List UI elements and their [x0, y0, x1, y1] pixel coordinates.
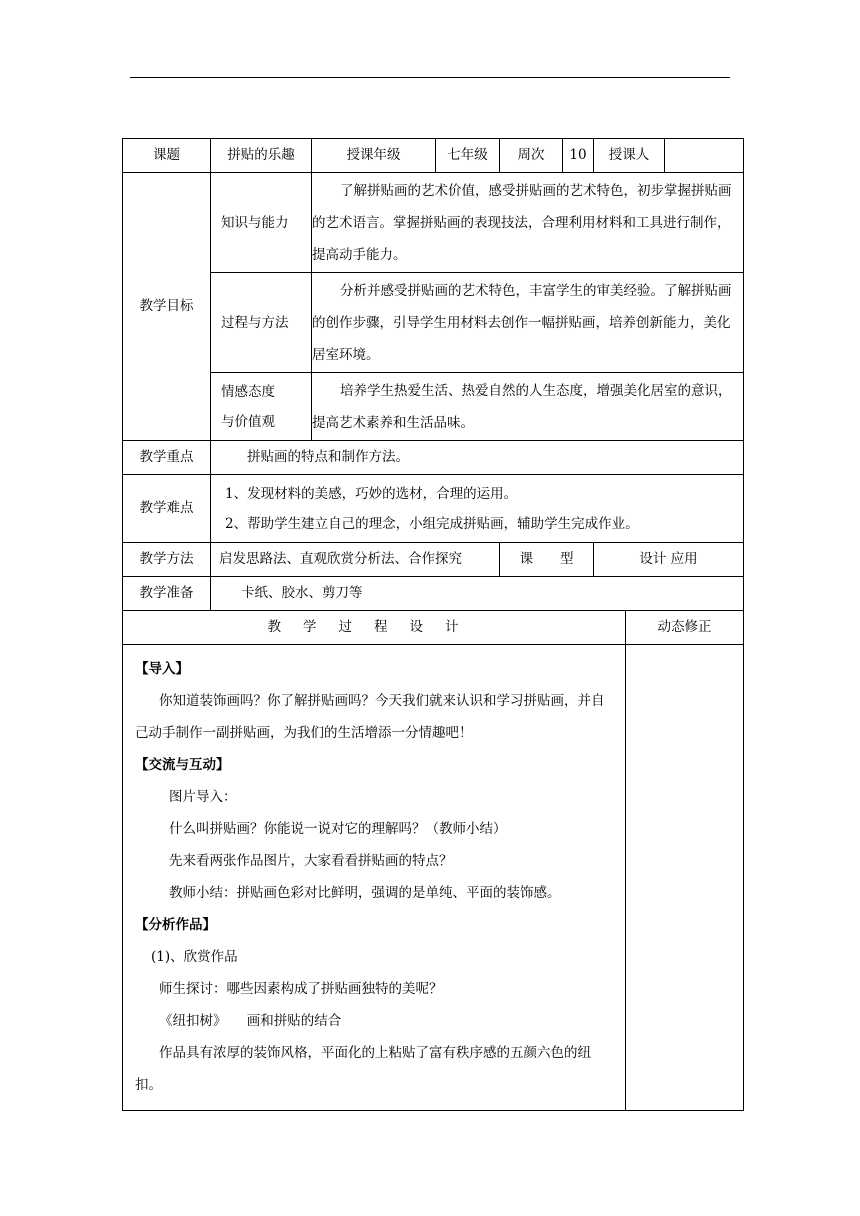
process-text: 分析并感受拼贴画的艺术特色，丰富学生的审美经验。了解拼贴画的创作步骤，引导学生用材料去创作一幅拼贴画，培养创新能力，美化居室环境。 — [312, 273, 744, 373]
lesson-type-value: 设计 应用 — [594, 543, 744, 577]
difficulty-item-1: 1、发现材料的美感，巧妙的选材，合理的运用。 — [225, 485, 518, 502]
knowledge-text: 了解拼贴画的艺术价值，感受拼贴画的艺术特色，初步掌握拼贴画的艺术语言。掌握拼贴画的表现技法，合理利用材料和工具进行制作，提高动手能力。 — [312, 173, 744, 273]
analysis-line-4: 作品具有浓厚的装饰风格，平面化的上粘贴了富有秩序感的五颜六色的纽扣。 — [135, 1045, 591, 1093]
label-attitude — [211, 373, 312, 441]
exchange-heading: 【交流与互动】 — [135, 757, 230, 773]
label-methods: 教学方法 — [123, 543, 211, 577]
process-header-row — [123, 611, 744, 645]
intro-text: 你知道装饰画吗？你了解拼贴画吗？今天我们就来认识和学习拼贴画，并自己动手制作一副拼贴画，为我们的生活增添一分情趣吧！ — [135, 693, 605, 741]
label-difficulties: 教学难点 — [123, 475, 211, 543]
preparation-row — [123, 577, 744, 611]
objective-process-row — [123, 273, 744, 373]
label-knowledge: 知识与能力 — [211, 173, 312, 273]
difficulties-row — [123, 475, 744, 543]
exchange-line-1: 图片导入： — [169, 789, 237, 805]
label-preparation: 教学准备 — [123, 577, 211, 611]
analysis-line-3: 《纽扣树》 画和拼贴的结合 — [159, 1013, 342, 1029]
header-rule — [130, 77, 730, 78]
exchange-line-2: 什么叫拼贴画？你能说一说对它的理解吗？（教师小结） — [169, 821, 507, 837]
week-value: 10 — [563, 139, 594, 173]
exchange-line-3: 先来看两张作品图片，大家看看拼贴画的特点？ — [169, 853, 453, 869]
preparation-text: 卡纸、胶水、剪刀等 — [211, 577, 744, 611]
teacher-value — [665, 139, 744, 173]
analysis-line-2: 师生探讨：哪些因素构成了拼贴画独特的美呢？ — [159, 981, 443, 997]
analysis-line-1: (1)、欣赏作品 — [151, 949, 238, 965]
topic-value: 拼贴的乐趣 — [211, 139, 312, 173]
label-grade: 授课年级 — [312, 139, 436, 173]
analysis-heading: 【分析作品】 — [135, 917, 216, 933]
revision-column — [626, 645, 744, 1111]
label-attitude-line2: 与价值观 — [221, 413, 275, 430]
label-teacher: 授课人 — [594, 139, 665, 173]
intro-heading: 【导入】 — [135, 661, 189, 677]
header-info-row — [123, 139, 744, 173]
objective-attitude-row — [123, 373, 744, 441]
label-objectives: 教学目标 — [123, 173, 211, 441]
attitude-text: 培养学生热爱生活、热爱自然的人生态度，增强美化居室的意识，提高艺术素养和生活品味。 — [312, 373, 744, 441]
label-lesson-type: 课 型 — [500, 543, 594, 577]
label-week: 周次 — [500, 139, 563, 173]
difficulty-item-2: 2、帮助学生建立自己的理念，小组完成拼贴画，辅助学生完成作业。 — [225, 515, 639, 532]
exchange-line-4: 教师小结：拼贴画色彩对比鲜明，强调的是单纯、平面的装饰感。 — [169, 885, 561, 901]
revision-label: 动态修正 — [626, 611, 744, 645]
label-attitude-line1: 情感态度 — [221, 383, 275, 400]
label-process: 过程与方法 — [211, 273, 312, 373]
lesson-plan-table — [122, 138, 744, 1111]
key-points-row — [123, 441, 744, 475]
methods-text: 启发思路法、直观欣赏分析法、合作探究 — [211, 543, 500, 577]
objective-knowledge-row — [123, 173, 744, 273]
key-points-text: 拼贴画的特点和制作方法。 — [211, 441, 744, 475]
methods-row — [123, 543, 744, 577]
process-title: 教学过程设计 — [123, 611, 626, 645]
process-body-row — [123, 645, 744, 1111]
label-key-points: 教学重点 — [123, 441, 211, 475]
process-content — [123, 645, 626, 1111]
label-topic: 课题 — [123, 139, 211, 173]
grade-value: 七年级 — [436, 139, 500, 173]
